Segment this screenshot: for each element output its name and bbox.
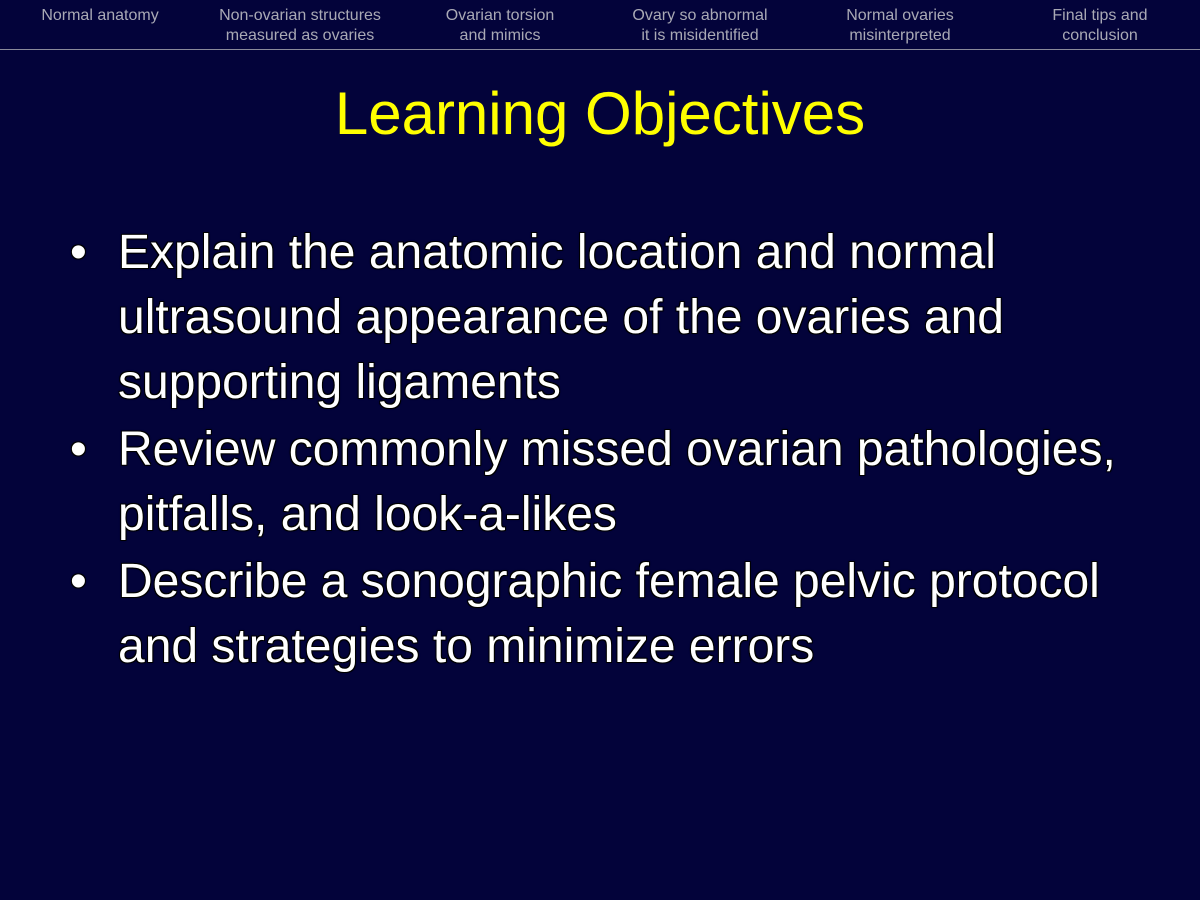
objectives-list [70,220,1150,681]
objective-item [70,549,1150,679]
nav-tab-final-tips[interactable]: Final tips and conclusion [1052,7,1148,44]
bullet-icon: • [70,555,87,608]
slide-title: Learning Objectives [334,80,866,147]
nav-tab-ovary-misidentified[interactable]: Ovary so abnormal it is misidentified [632,7,768,44]
objective-item [70,220,1150,415]
objective-text: Review commonly missed ovarian pathologies, pitfalls, and look-a-likes [118,423,1116,541]
objective-item [70,417,1150,547]
nav-tab-normal-anatomy[interactable]: Normal anatomy [41,7,159,24]
objective-text: Explain the anatomic location and normal ultrasound appearance of the ovaries and supporting ligaments [118,226,1004,409]
nav-tab-ovarian-torsion[interactable]: Ovarian torsion and mimics [445,7,555,44]
bullet-icon: • [70,423,87,476]
objective-text: Describe a sonographic female pelvic protocol and strategies to minimize errors [118,555,1100,673]
nav-tab-non-ovarian-structures[interactable]: Non-ovarian structures measured as ovaries [219,7,381,44]
nav-tab-normal-ovaries-misinterpreted[interactable]: Normal ovaries misinterpreted [846,7,954,44]
section-nav [0,0,1200,50]
bullet-icon: • [70,226,87,279]
